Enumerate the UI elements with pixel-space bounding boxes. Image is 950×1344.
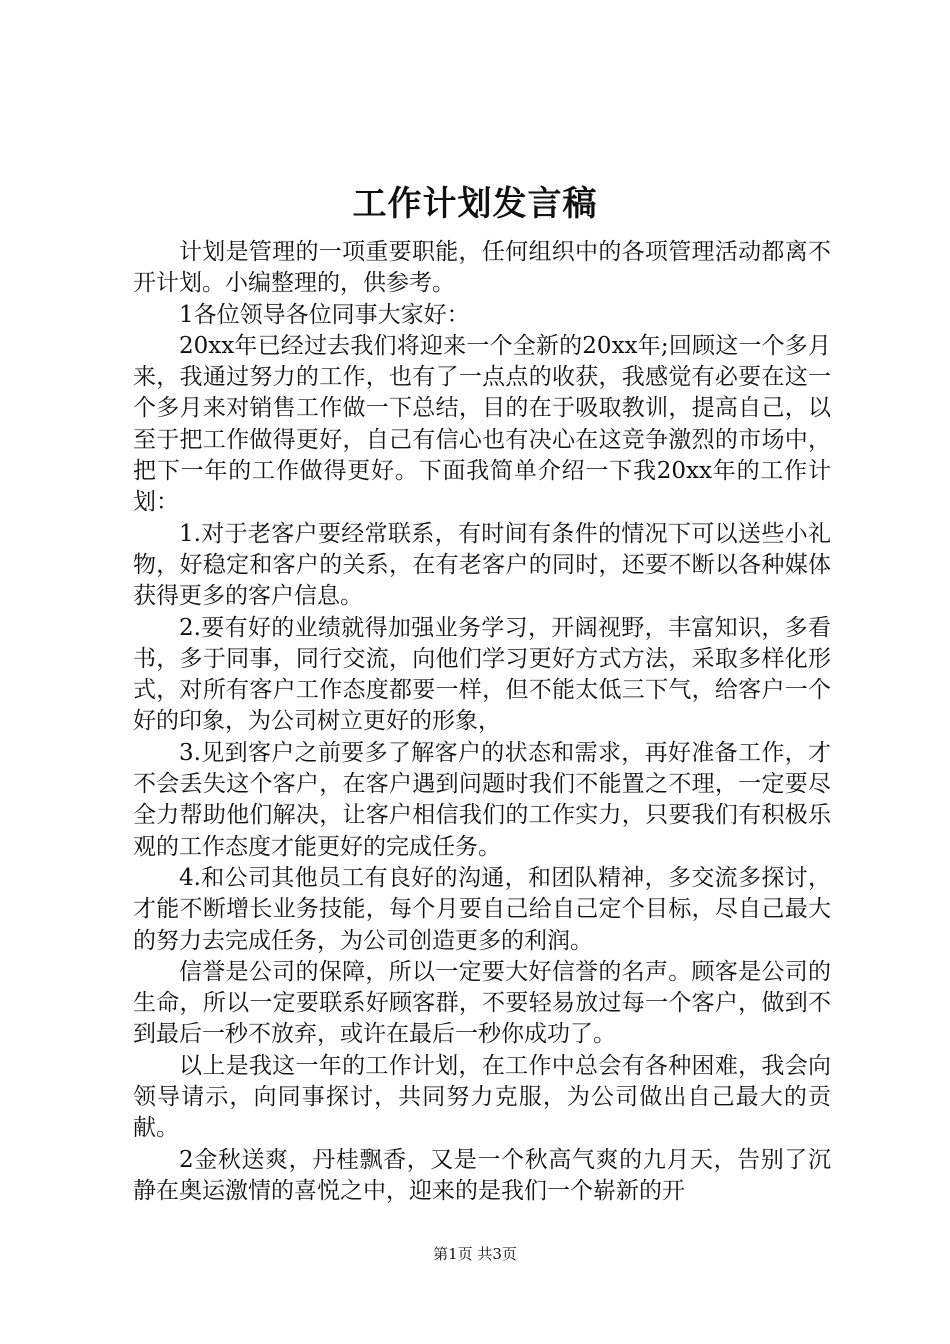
- paragraph: 20xx年已经过去我们将迎来一个全新的20xx年;回顾这一个多月来，我通过努力的工作，也有了一点点的收获，我感觉有必要在这一个多月来对销售工作做一下总结，目的在于吸取教训，提高自己，以至于把工作做得更好，自己有信心也有决心在这竞争激烈的市场中，把下一年的工作做得更好。下面我简单介绍一下我20xx年的工作计划：: [133, 332, 831, 516]
- paragraph: 信誉是公司的保障，所以一定要大好信誉的名声。顾客是公司的生命，所以一定要联系好顾客群，不要轻易放过每一个客户，做到不到最后一秒不放弃，或许在最后一秒你成功了。: [133, 958, 831, 1048]
- paragraph: 4.和公司其他员工有良好的沟通，和团队精神，多交流多探讨，才能不断增长业务技能，每个月要自己给自己定个目标，尽自己最大的努力去完成任务，为公司创造更多的利润。: [133, 864, 831, 954]
- paragraph: 计划是管理的一项重要职能，任何组织中的各项管理活动都离不开计划。小编整理的，供参考。: [133, 239, 831, 297]
- paragraph: 2金秋送爽，丹桂飘香，又是一个秋高气爽的九月天，告别了沉静在奥运激情的喜悦之中，迎来的是我们一个崭新的开: [133, 1146, 831, 1204]
- paragraph: 2.要有好的业绩就得加强业务学习，开阔视野，丰富知识，多看书，多于同事，同行交流，向他们学习更好方式方法，采取多样化形式，对所有客户工作态度都要一样，但不能太低三下气，给客户一个好的印象，为公司树立更好的形象，: [133, 614, 831, 735]
- paragraph: 1各位领导各位同事大家好：: [179, 301, 470, 328]
- document-title: 工作计划发言稿: [352, 184, 598, 224]
- document-body: [133, 237, 831, 1207]
- paragraph: 3.见到客户之前要多了解客户的状态和需求，再好准备工作，才不会丢失这个客户，在客户遇到问题时我们不能置之不理，一定要尽全力帮助他们解决，让客户相信我们的工作实力，只要我们有积极乐观的工作态度才能更好的完成任务。: [133, 739, 831, 860]
- paragraph: 以上是我这一年的工作计划，在工作中总会有各种困难，我会向领导请示，向同事探讨，共同努力克服，为公司做出自己最大的贡献。: [133, 1052, 831, 1142]
- page-footer: 第1页 共3页: [433, 1245, 517, 1263]
- paragraph: 1.对于老客户要经常联系，有时间有条件的情况下可以送些小礼物，好稳定和客户的关系，在有老客户的同时，还要不断以各种媒体获得更多的客户信息。: [133, 520, 831, 610]
